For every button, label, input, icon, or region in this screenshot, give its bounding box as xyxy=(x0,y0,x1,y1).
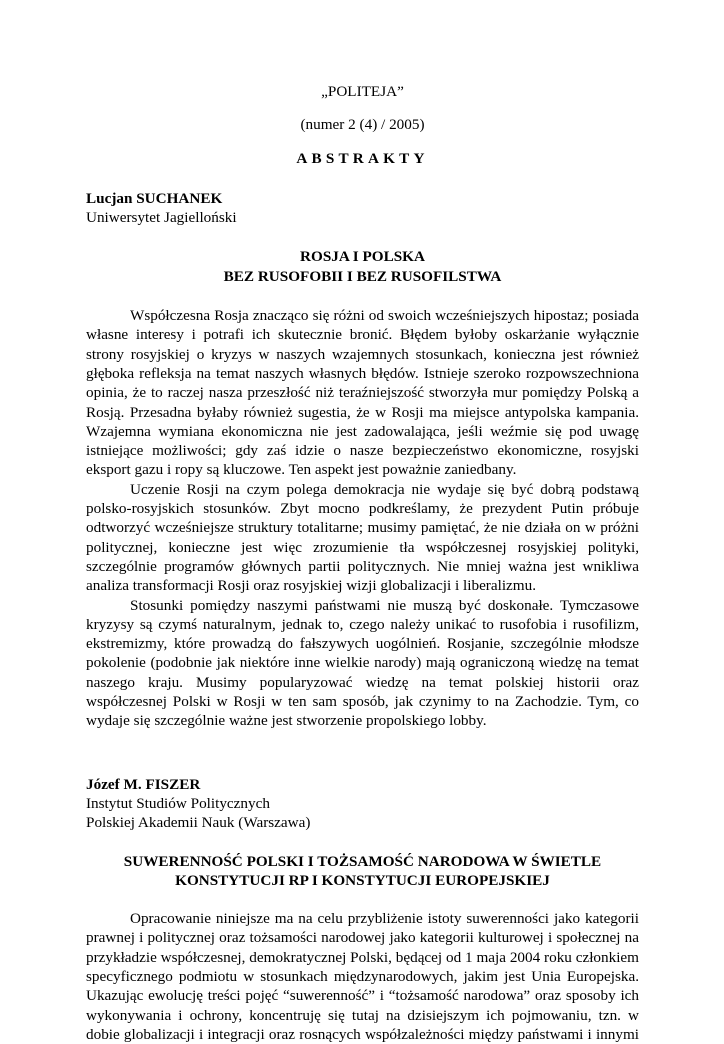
article-1-paragraph-2: Uczenie Rosji na czym polega demokracja nie wydaje się być dobrą podstawą polsko-rosyjskich stosunków. Zbyt mocno podkreślamy, że prezydent Putin próbuje odtworzyć wcześniejsze struktury totalitarne; musimy pamiętać, że nie działa on w próżni politycznej, konieczne jest więc zrozumienie tła współczesnej rosyjskiej polityki, szczególnie programów głównych partii politycznych. Nie mniej ważna jest wnikliwa analiza transformacji Rosji oraz rosyjskiej wizji globalizacji i liberalizmu. xyxy=(86,480,639,595)
article-1-title xyxy=(86,247,639,286)
article-1-affiliation: Uniwersytet Jagielloński xyxy=(86,209,237,227)
article-2-paragraph-1: Opracowanie niniejsze ma na celu przybliżenie istoty suwerenności jako kategorii prawnej i politycznej oraz tożsamości narodowej jako kategorii kulturowej i społecznej na przykładzie współczesnej, demokratycznej Polski, będącej od 1 maja 2004 roku członkiem specyficznego podmiotu w stosunkach międzynarodowych, jakim jest Unia Europejska. Ukazując ewolucję treści pojęć “suwerenność” i “tożsamość narodowa” oraz sposoby ich wykonywania i ochrony, koncentruję się tutaj na dzisiejszym ich pojmowaniu, tzn. w dobie globalizacji i integracji oraz rosnących współzależności między państwami i innymi xyxy=(86,910,639,1043)
journal-name: „POLITEJA” xyxy=(321,83,404,100)
article-1-paragraph-3: Stosunki pomiędzy naszymi państwami nie muszą być doskonałe. Tymczasowe kryzysy są czymś naturalnym, jednak to, czego należy unikać to rusofobia i rusofilizm, ekstremizmy, które prowadzą do fałszywych uogólnień. Rosjanie, szczególnie młodsze pokolenie (podobnie jak niektóre inne wielkie narody) mają ograniczoną wiedzę na temat naszego kraju. Musimy popularyzować wiedzę na temat polskiej historii oraz współczesnej Polski w Rosji w ten sam sposób, jak czynimy to na Zachodzie. Tym, co wydaje się szczególnie ważne jest stworzenie propolskiego lobby. xyxy=(86,596,639,730)
document-page xyxy=(86,82,639,1044)
article-2-title-line-2: KONSTYTUCJI RP I KONSTYTUCJI EUROPEJSKIEJ xyxy=(175,871,550,889)
article-1-title-line-1: ROSJA I POLSKA xyxy=(300,248,425,266)
issue-number: (numer 2 (4) / 2005) xyxy=(300,116,425,134)
article-1 xyxy=(86,189,639,731)
article-2-title xyxy=(86,852,639,891)
article-2 xyxy=(86,775,639,1044)
article-1-paragraph-1: Współczesna Rosja znacząco się różni od swoich wcześniejszych hipostaz; posiada własne interesy i potrafi ich skutecznie bronić. Błędem byłoby oskarżanie wyłącznie strony rosyjskiej o kryzys w naszych wzajemnych stosunkach, konieczna jest również głęboka refleksja na temat naszych własnych błędów. Istnieje szeroko rozpowszechniona opinia, że to raczej nasza przeszłość niż teraźniejszość stworzyła mur pomiędzy Polską a Rosją. Przesadna byłaby również sugestia, że w Rosji ma miejsce antypolska kampania. Wzajemna wymiana ekonomiczna nie jest zadowalająca, jeśli weźmie się pod uwagę istniejące możliwości; gdy zaś idzie o nasze bezpieczeństwo ekonomiczne, rosyjski eksport gazu i ropy są kluczowe. Ten aspekt jest poważnie zaniedbany. xyxy=(86,307,639,479)
article-2-affiliation-line-1: Instytut Studiów Politycznych xyxy=(86,794,270,812)
article-2-affiliation-line-2: Polskiej Akademii Nauk (Warszawa) xyxy=(86,814,311,832)
article-1-title-line-2: BEZ RUSOFOBII I BEZ RUSOFILSTWA xyxy=(223,267,502,285)
article-1-author: Lucjan SUCHANEK xyxy=(86,189,223,207)
article-2-title-line-1: SUWERENNOŚĆ POLSKI I TOŻSAMOŚĆ NARODOWA W ŚWIETLE xyxy=(123,852,602,870)
section-heading: ABSTRAKTY xyxy=(296,149,429,167)
article-2-author: Józef M. FISZER xyxy=(86,775,201,793)
article-1-abstract xyxy=(86,306,639,731)
